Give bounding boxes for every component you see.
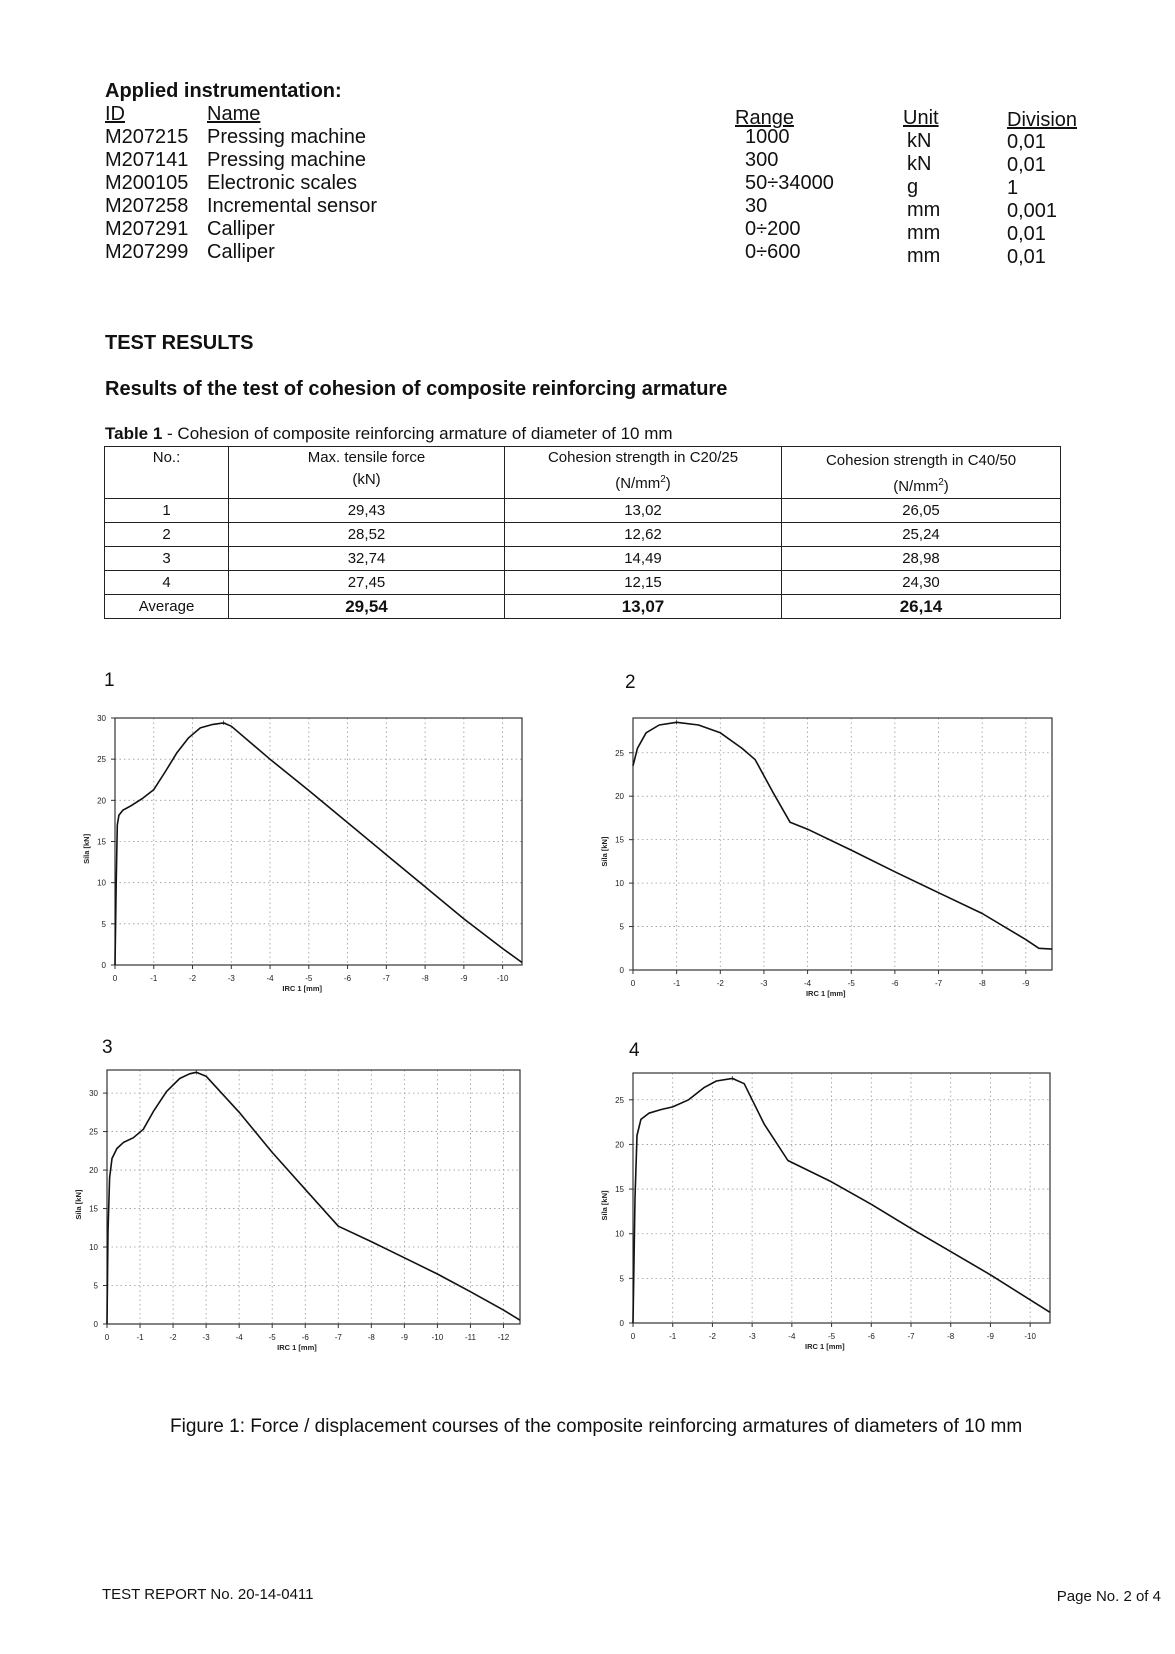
x-tick-label: -7 [382, 974, 390, 983]
y-tick-label: 25 [615, 1095, 624, 1105]
x-tick-label: 0 [104, 1333, 110, 1342]
x-tick-label: -7 [934, 979, 943, 988]
header-force: Max. tensile force (kN) [229, 447, 505, 499]
y-tick-label: 10 [89, 1243, 98, 1253]
x-tick-label: -2 [716, 979, 724, 988]
x-tick-label: -1 [669, 1332, 677, 1341]
cell-average-force: 29,54 [229, 595, 505, 619]
cell-force: 29,43 [229, 499, 505, 523]
x-tick-label: -7 [334, 1333, 342, 1342]
instrument-range: 50÷34000 [745, 172, 834, 194]
instrument-division: 0,01 [1007, 131, 1046, 153]
cell-no: 4 [105, 571, 229, 595]
cell-c2025: 14,49 [505, 547, 782, 571]
x-tick-label: -5 [828, 1332, 836, 1341]
instrument-unit: kN [907, 130, 932, 152]
peak-marker: + [220, 717, 227, 728]
peak-marker: + [674, 717, 680, 728]
table-caption-label: Table 1 [105, 424, 163, 443]
y-tick-label: 20 [97, 796, 106, 806]
cell-no: 1 [105, 499, 229, 523]
chart-number: 1 [104, 670, 115, 691]
y-tick-label: 20 [615, 792, 624, 802]
cell-force: 27,45 [229, 571, 505, 595]
instrument-unit: g [907, 176, 919, 198]
instrument-range: 300 [745, 149, 779, 171]
peak-marker: + [193, 1067, 199, 1078]
header-no: No.: [105, 447, 229, 499]
x-tick-label: -12 [497, 1333, 510, 1342]
col-id-header: ID [105, 103, 125, 125]
cohesion-heading: Results of the test of cohesion of composite reinforcing armature [105, 378, 728, 400]
footer-report-number: TEST REPORT No. 20-14-0411 [102, 1586, 314, 1603]
footer-page-number: Page No. 2 of 4 [1056, 1588, 1161, 1605]
y-axis-label: Síla [kN] [600, 836, 609, 867]
col-unit-header: Unit [903, 107, 939, 129]
y-axis-label: Síla [kN] [600, 1190, 609, 1221]
y-tick-label: 0 [101, 961, 106, 970]
x-tick-label: 0 [112, 974, 118, 983]
x-tick-label: -11 [464, 1333, 476, 1342]
y-tick-label: 25 [89, 1127, 98, 1137]
table-caption-text: - Cohesion of composite reinforcing armature of diameter of 10 mm [162, 424, 673, 443]
cell-c2025: 13,02 [505, 499, 782, 523]
x-tick-label: -5 [268, 1333, 276, 1342]
y-tick-label: 30 [97, 714, 106, 723]
instrument-range: 30 [745, 195, 768, 217]
y-tick-label: 20 [89, 1166, 98, 1176]
x-tick-label: -4 [788, 1332, 796, 1341]
instrument-division: 1 [1007, 177, 1019, 199]
instrumentation-title: Applied instrumentation: [105, 80, 342, 102]
col-range-header: Range [735, 107, 794, 129]
x-tick-label: 0 [630, 1332, 636, 1341]
y-tick-label: 25 [615, 748, 624, 758]
cell-c4050: 26,05 [782, 499, 1061, 523]
y-tick-label: 5 [619, 1274, 624, 1284]
cell-c4050: 24,30 [782, 571, 1061, 595]
x-tick-label: -9 [460, 974, 468, 983]
x-tick-label: -10 [1024, 1332, 1036, 1341]
instrument-id: M207291 [105, 218, 189, 240]
cell-c4050: 25,24 [782, 523, 1061, 547]
cell-average-c2025: 13,07 [505, 595, 782, 619]
peak-marker: + [729, 1073, 735, 1084]
y-tick-label: 5 [101, 919, 106, 929]
x-tick-label: -4 [804, 979, 812, 988]
y-tick-label: 10 [615, 879, 624, 889]
x-tick-label: -9 [1022, 979, 1030, 988]
x-tick-label: -10 [496, 974, 509, 983]
x-tick-label: -6 [301, 1333, 309, 1342]
x-axis-label: IRC 1 [mm] [805, 989, 846, 998]
y-tick-label: 15 [89, 1204, 98, 1214]
instrument-name: Pressing machine [207, 126, 366, 148]
x-tick-label: -2 [169, 1333, 177, 1342]
instrument-unit: mm [907, 199, 941, 221]
y-tick-label: 10 [97, 878, 106, 888]
cell-no: 3 [105, 547, 229, 571]
chart-number: 4 [629, 1040, 640, 1061]
instrument-name: Calliper [207, 218, 275, 240]
figure-caption: Figure 1: Force / displacement courses of the composite reinforcing armatures of diameters of 10 mm [170, 1416, 1023, 1437]
y-tick-label: 5 [93, 1281, 98, 1291]
instrument-id: M207299 [105, 241, 189, 263]
header-c2025: Cohesion strength in C20/25 $(N/mm^2)$ [505, 447, 782, 499]
x-tick-label: -9 [986, 1332, 994, 1341]
y-tick-label: 5 [619, 922, 624, 932]
x-tick-label: -8 [421, 974, 429, 983]
y-tick-label: 20 [615, 1140, 624, 1150]
x-tick-label: -9 [400, 1333, 408, 1342]
header-c4050: Cohesion strength in C40/50 $(N/mm^2)$ [782, 447, 1061, 499]
y-tick-label: 15 [615, 1185, 624, 1195]
instrument-id: M200105 [105, 172, 189, 194]
x-tick-label: -5 [305, 974, 313, 983]
instrument-id: M207258 [105, 195, 189, 217]
instrument-unit: mm [907, 222, 941, 244]
col-name-header: Name [207, 103, 261, 125]
x-axis-label: IRC 1 [mm] [282, 984, 323, 993]
cell-force: 32,74 [229, 547, 505, 571]
x-tick-label: -3 [227, 974, 235, 983]
cell-average-c4050: 26,14 [782, 595, 1061, 619]
instrument-name: Electronic scales [207, 172, 358, 194]
cell-no: 2 [105, 523, 229, 547]
y-tick-label: 15 [97, 837, 106, 847]
instrument-division: 0,01 [1007, 246, 1046, 268]
x-tick-label: -8 [367, 1333, 375, 1342]
instrument-unit: kN [907, 153, 932, 175]
col-division-header: Division [1007, 109, 1078, 131]
instrument-range: 0÷600 [745, 241, 801, 263]
x-axis-label: IRC 1 [mm] [805, 1342, 845, 1351]
cell-c4050: 28,98 [782, 547, 1061, 571]
x-tick-label: -4 [266, 974, 274, 983]
x-tick-label: -1 [136, 1333, 144, 1342]
plot-frame [633, 1073, 1050, 1323]
y-tick-label: 10 [615, 1229, 624, 1239]
x-axis-label: IRC 1 [mm] [277, 1343, 317, 1352]
y-tick-label: 15 [615, 835, 624, 845]
instrument-range: 1000 [745, 126, 790, 148]
x-tick-label: -6 [344, 974, 352, 983]
y-axis-label: Síla [kN] [82, 833, 91, 864]
chart-number: 3 [102, 1037, 113, 1058]
force-curve [633, 1078, 1050, 1323]
x-tick-label: -3 [748, 1332, 756, 1341]
instrument-name: Pressing machine [207, 149, 366, 171]
instrument-name: Calliper [207, 241, 275, 263]
y-tick-label: 30 [89, 1089, 98, 1099]
y-tick-label: 25 [97, 755, 106, 765]
instrument-name: Incremental sensor [207, 195, 378, 217]
instrument-id: M207141 [105, 149, 189, 171]
y-axis-label: Síla [kN] [74, 1189, 83, 1220]
y-tick-label: 0 [619, 1319, 624, 1328]
instrument-id: M207215 [105, 126, 189, 148]
cell-average-label: Average [105, 595, 229, 619]
cell-force: 28,52 [229, 523, 505, 547]
x-tick-label: -3 [760, 979, 768, 988]
x-tick-label: -2 [188, 974, 197, 983]
x-tick-label: -7 [907, 1332, 915, 1341]
x-tick-label: -8 [947, 1332, 955, 1341]
x-tick-label: -5 [847, 979, 855, 988]
cell-c2025: 12,62 [505, 523, 782, 547]
test-results-heading: TEST RESULTS [105, 332, 254, 354]
instrument-unit: mm [907, 245, 941, 267]
x-tick-label: -1 [150, 974, 158, 983]
x-tick-label: -4 [235, 1333, 243, 1342]
x-tick-label: -8 [978, 979, 986, 988]
x-tick-label: -2 [708, 1332, 716, 1341]
instrument-division: 0,01 [1007, 154, 1046, 176]
x-tick-label: -6 [867, 1332, 875, 1341]
instrument-range: 0÷200 [745, 218, 801, 240]
chart-number: 2 [625, 672, 636, 693]
instrument-division: 0,01 [1007, 223, 1046, 245]
x-tick-label: -1 [673, 979, 681, 988]
y-tick-label: 0 [93, 1320, 98, 1329]
x-tick-label: 0 [630, 979, 636, 988]
x-tick-label: -6 [891, 979, 899, 988]
x-tick-label: -3 [202, 1333, 210, 1342]
y-tick-label: 0 [619, 966, 624, 975]
instrument-division: 0,001 [1007, 200, 1058, 222]
cell-c2025: 12,15 [505, 571, 782, 595]
x-tick-label: -10 [431, 1333, 444, 1342]
